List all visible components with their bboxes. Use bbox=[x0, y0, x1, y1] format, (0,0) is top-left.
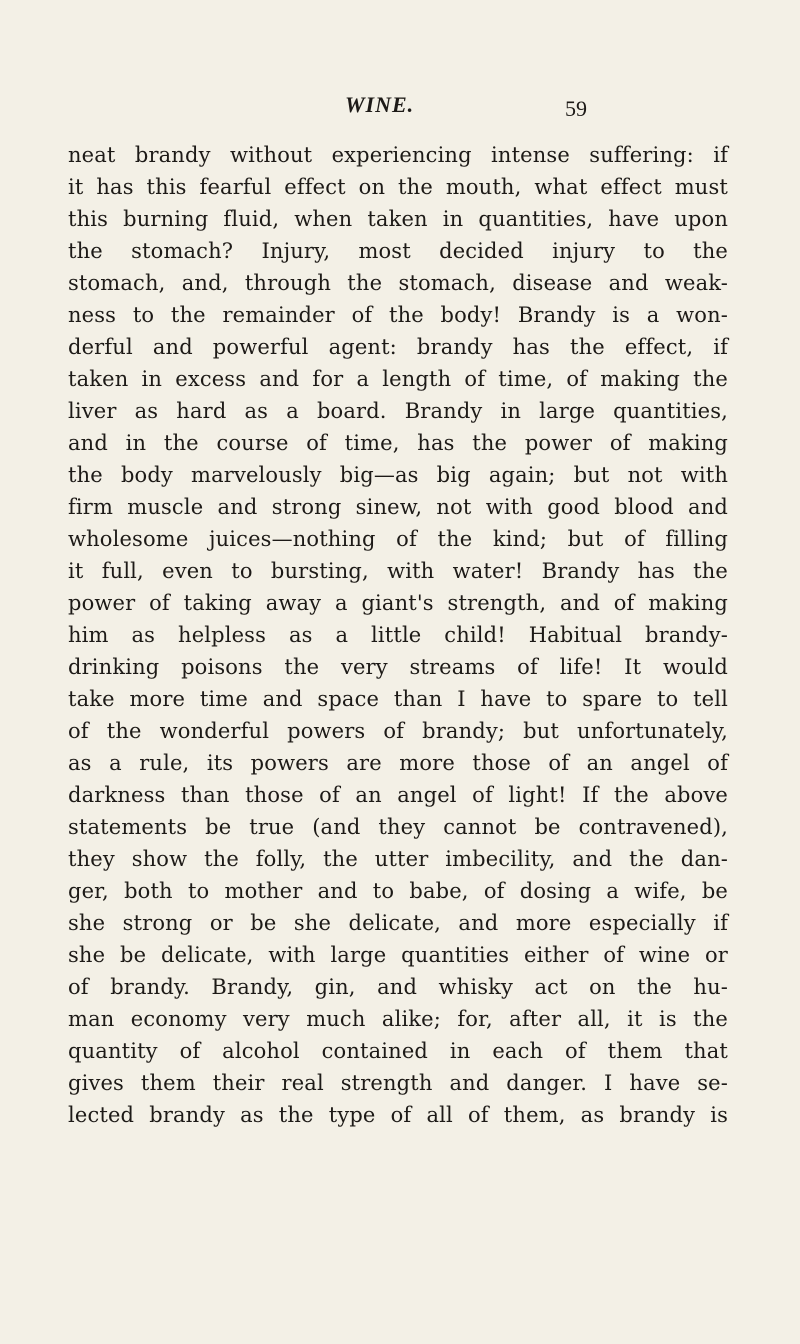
text-line: taken in excess and for a length of time, of making the bbox=[68, 367, 728, 391]
text-line: this burning fluid, when taken in quantities, have upon bbox=[68, 207, 728, 231]
text-line: him as helpless as a little child! Habitual brandy- bbox=[68, 623, 728, 647]
text-line: she be delicate, with large quantities either of wine or bbox=[68, 943, 728, 967]
running-head: WINE. bbox=[345, 92, 415, 117]
text-line: darkness than those of an angel of light! If the above bbox=[68, 783, 728, 807]
text-line: it has this fearful effect on the mouth, what effect must bbox=[68, 175, 728, 199]
text-line: power of taking away a giant's strength, and of making bbox=[68, 591, 728, 615]
text-line: the body marvelously big—as big again; but not with bbox=[68, 463, 728, 487]
text-line: ness to the remainder of the body! Brandy is a won- bbox=[68, 303, 728, 327]
text-line: the stomach? Injury, most decided injury to the bbox=[68, 239, 728, 263]
text-line: they show the folly, the utter imbecility, and the dan- bbox=[68, 847, 728, 871]
text-line: liver as hard as a board. Brandy in large quantities, bbox=[68, 399, 728, 423]
text-line: gives them their real strength and danger. I have se- bbox=[68, 1071, 728, 1095]
text-line: stomach, and, through the stomach, disease and weak- bbox=[68, 271, 728, 295]
text-line: statements be true (and they cannot be contravened), bbox=[68, 815, 728, 839]
text-line: she strong or be she delicate, and more especially if bbox=[68, 911, 728, 935]
text-line: man economy very much alike; for, after all, it is the bbox=[68, 1007, 728, 1031]
text-line: lected brandy as the type of all of them, as brandy is bbox=[68, 1103, 728, 1127]
text-line: of brandy. Brandy, gin, and whisky act on the hu- bbox=[68, 975, 728, 999]
text-line: of the wonderful powers of brandy; but unfortunately, bbox=[68, 719, 728, 743]
body-text bbox=[68, 139, 728, 1131]
text-line: neat brandy without experiencing intense suffering: if bbox=[68, 143, 728, 167]
text-line: wholesome juices—nothing of the kind; but of filling bbox=[68, 527, 728, 551]
text-line: ger, both to mother and to babe, of dosing a wife, be bbox=[68, 879, 728, 903]
text-line: derful and powerful agent: brandy has the effect, if bbox=[68, 335, 728, 359]
text-line: firm muscle and strong sinew, not with good blood and bbox=[68, 495, 728, 519]
text-line: drinking poisons the very streams of life! It would bbox=[68, 655, 728, 679]
page-header bbox=[0, 92, 800, 122]
text-line: and in the course of time, has the power of making bbox=[68, 431, 728, 455]
text-line: quantity of alcohol contained in each of them that bbox=[68, 1039, 728, 1063]
page-number: 59 bbox=[565, 96, 587, 121]
text-line: it full, even to bursting, with water! Brandy has the bbox=[68, 559, 728, 583]
text-line: as a rule, its powers are more those of an angel of bbox=[68, 751, 728, 775]
text-line: take more time and space than I have to spare to tell bbox=[68, 687, 728, 711]
